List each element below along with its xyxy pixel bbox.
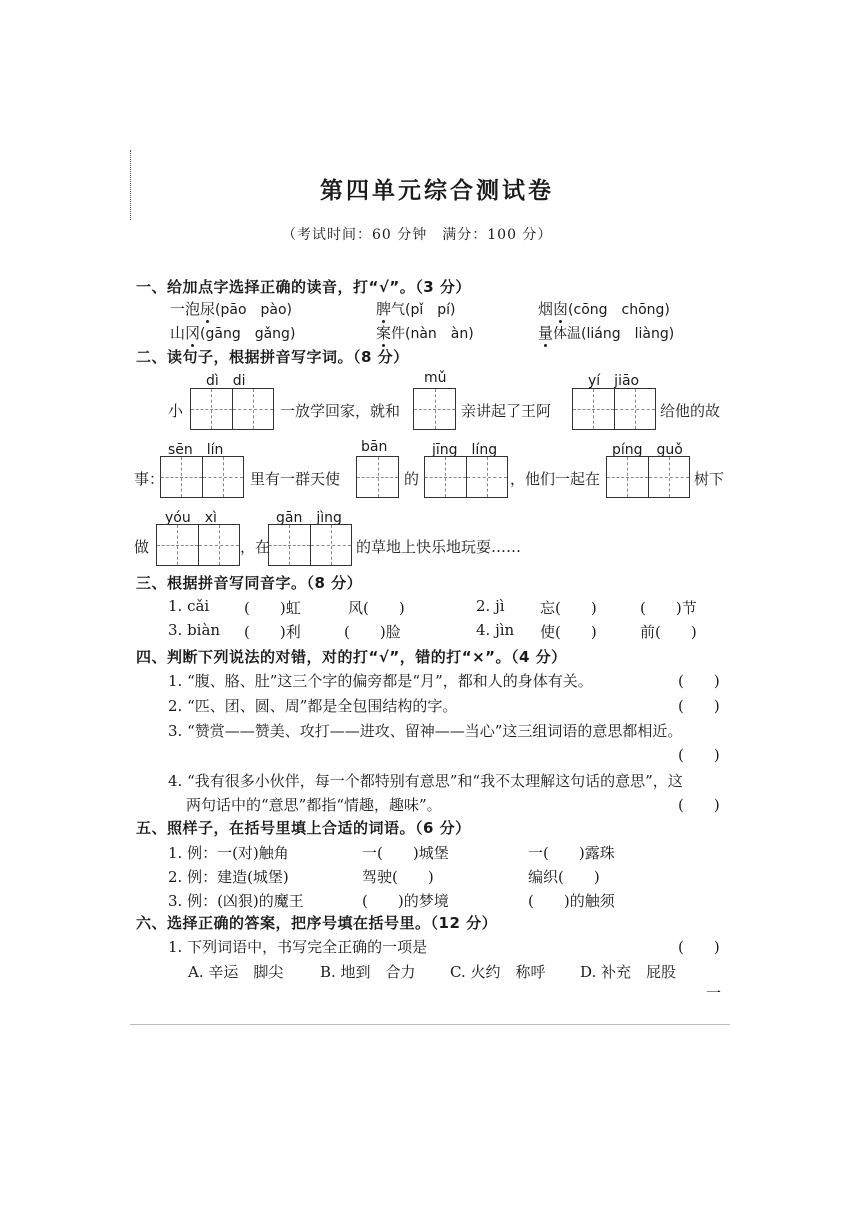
s3-cell: 4. jìn [476, 621, 515, 639]
s3-cell: 2. jì [476, 597, 505, 615]
sentence-text: 给他的故 [660, 402, 721, 420]
answer-paren[interactable]: ( ) [678, 672, 720, 690]
answer-grid[interactable] [190, 388, 274, 430]
s5-header: 五、照样子，在括号里填上合适的词语。（6 分） [136, 819, 471, 837]
pinyin-label: yóu xì [165, 510, 217, 526]
s4-statement: 3. “赞赏——赞美、攻打——进攻、留神——当心”这三组词语的意思都相近。 [168, 722, 683, 740]
page-number: 一 [706, 984, 722, 1002]
sentence-text: 的 [404, 470, 420, 488]
pinyin-label: jīng líng [432, 442, 498, 458]
s5-cell: ( )的触须 [528, 892, 615, 910]
pinyin-label: bān [361, 439, 388, 455]
s4-statement: 4. “我有很多小伙伴，每一个都特别有意思”和“我不太理解这句话的意思”，这 [168, 772, 683, 790]
s1-item: 案件(nàn àn) [376, 324, 474, 342]
pinyin-label: yí jiāo [588, 373, 640, 389]
s3-cell: ( )脸 [344, 623, 401, 641]
s4-header: 四、判断下列说法的对错，对的打“√”，错的打“×”。（4 分） [136, 648, 567, 666]
pinyin-label: dì di [206, 373, 246, 389]
sentence-text: 做 [134, 538, 150, 556]
pinyin-label: sēn lín [168, 442, 224, 458]
answer-grid[interactable] [156, 524, 240, 566]
sentence-text: ，在 [240, 538, 271, 556]
bottom-scan-line [130, 1024, 730, 1025]
binding-line [130, 150, 131, 220]
sentence-text: 小 [168, 402, 184, 420]
s1-header: 一、给加点字选择正确的读音，打“√”。（3 分） [136, 278, 471, 296]
s3-header: 三、根据拼音写同音字。（8 分） [136, 574, 363, 592]
s4-statement: 两句话中的“意思”都指“情趣，趣味”。 [186, 796, 442, 814]
s5-cell: 驾驶( ) [362, 868, 434, 886]
s6-header: 六、选择正确的答案，把序号填在括号里。（12 分） [136, 914, 498, 932]
s5-cell: 一( )城堡 [362, 844, 449, 862]
option-c[interactable]: C. 火约 称呼 [450, 963, 546, 981]
s3-cell: ( )虹 [244, 599, 301, 617]
option-b[interactable]: B. 地到 合力 [320, 963, 416, 981]
s5-cell: 编织( ) [528, 868, 600, 886]
page-subtitle: （考试时间：60 分钟 满分：100 分） [282, 227, 553, 243]
s1-item: 量体温(liáng liàng) [538, 324, 675, 342]
sentence-text: 的草地上快乐地玩耍…… [356, 538, 522, 556]
answer-grid[interactable] [413, 388, 456, 430]
sentence-text: 树下 [694, 470, 725, 488]
s4-statement: 2. “匹、团、圆、周”都是全包围结构的字。 [168, 697, 458, 715]
sentence-text: ，他们一起在 [510, 470, 601, 488]
answer-paren[interactable]: ( ) [678, 746, 720, 764]
s4-statement: 1. “腹、胳、肚”这三个字的偏旁都是“月”，都和人的身体有关。 [168, 672, 593, 690]
answer-grid[interactable] [160, 456, 244, 498]
answer-grid[interactable] [356, 456, 399, 498]
s3-cell: 忘( ) [540, 599, 597, 617]
option-a[interactable]: A. 辛运 脚尖 [188, 963, 284, 981]
s3-cell: 使( ) [540, 623, 597, 641]
sentence-text: 里有一群天使 [250, 470, 341, 488]
s3-cell: 1. cǎi [168, 597, 210, 615]
answer-paren[interactable]: ( ) [678, 697, 720, 715]
pinyin-label: gān jìng [276, 510, 342, 526]
sentence-text: 一放学回家，就和 [280, 402, 401, 420]
sentence-text: 事： [134, 470, 165, 488]
s5-cell: 3. 例：(凶狠)的魔王 [168, 892, 304, 910]
s1-item: 烟囱(cōng chōng) [538, 300, 670, 318]
s1-item: 一泡尿(pāo pào) [170, 300, 293, 318]
pinyin-label: píng guǒ [612, 442, 683, 458]
answer-grid[interactable] [572, 388, 656, 430]
s3-cell: 前( ) [640, 623, 697, 641]
option-d[interactable]: D. 补充 屁股 [580, 963, 677, 981]
answer-paren[interactable]: ( ) [678, 938, 720, 956]
answer-grid[interactable] [424, 456, 508, 498]
s5-cell: 一( )露珠 [528, 844, 615, 862]
s3-cell: 3. biàn [168, 621, 221, 639]
page-title: 第四单元综合测试卷 [320, 177, 554, 204]
s2-header: 二、读句子，根据拼音写字词。（8 分） [136, 348, 409, 366]
s3-cell: 风( ) [348, 599, 405, 617]
answer-grid[interactable] [606, 456, 690, 498]
s5-cell: 2. 例：建造(城堡) [168, 868, 289, 886]
s6-question: 1. 下列词语中，书写完全正确的一项是 [168, 938, 428, 956]
s5-cell: ( )的梦境 [362, 892, 449, 910]
s1-item: 山冈(gāng gǎng) [170, 324, 296, 342]
s3-cell: ( )节 [640, 599, 697, 617]
sentence-text: 亲讲起了王阿 [461, 402, 552, 420]
s3-cell: ( )利 [244, 623, 301, 641]
answer-grid[interactable] [268, 524, 352, 566]
pinyin-label: mǔ [424, 370, 447, 386]
answer-paren[interactable]: ( ) [678, 796, 720, 814]
s5-cell: 1. 例：一(对)触角 [168, 844, 289, 862]
s1-item: 脾气(pǐ pí) [376, 300, 456, 318]
